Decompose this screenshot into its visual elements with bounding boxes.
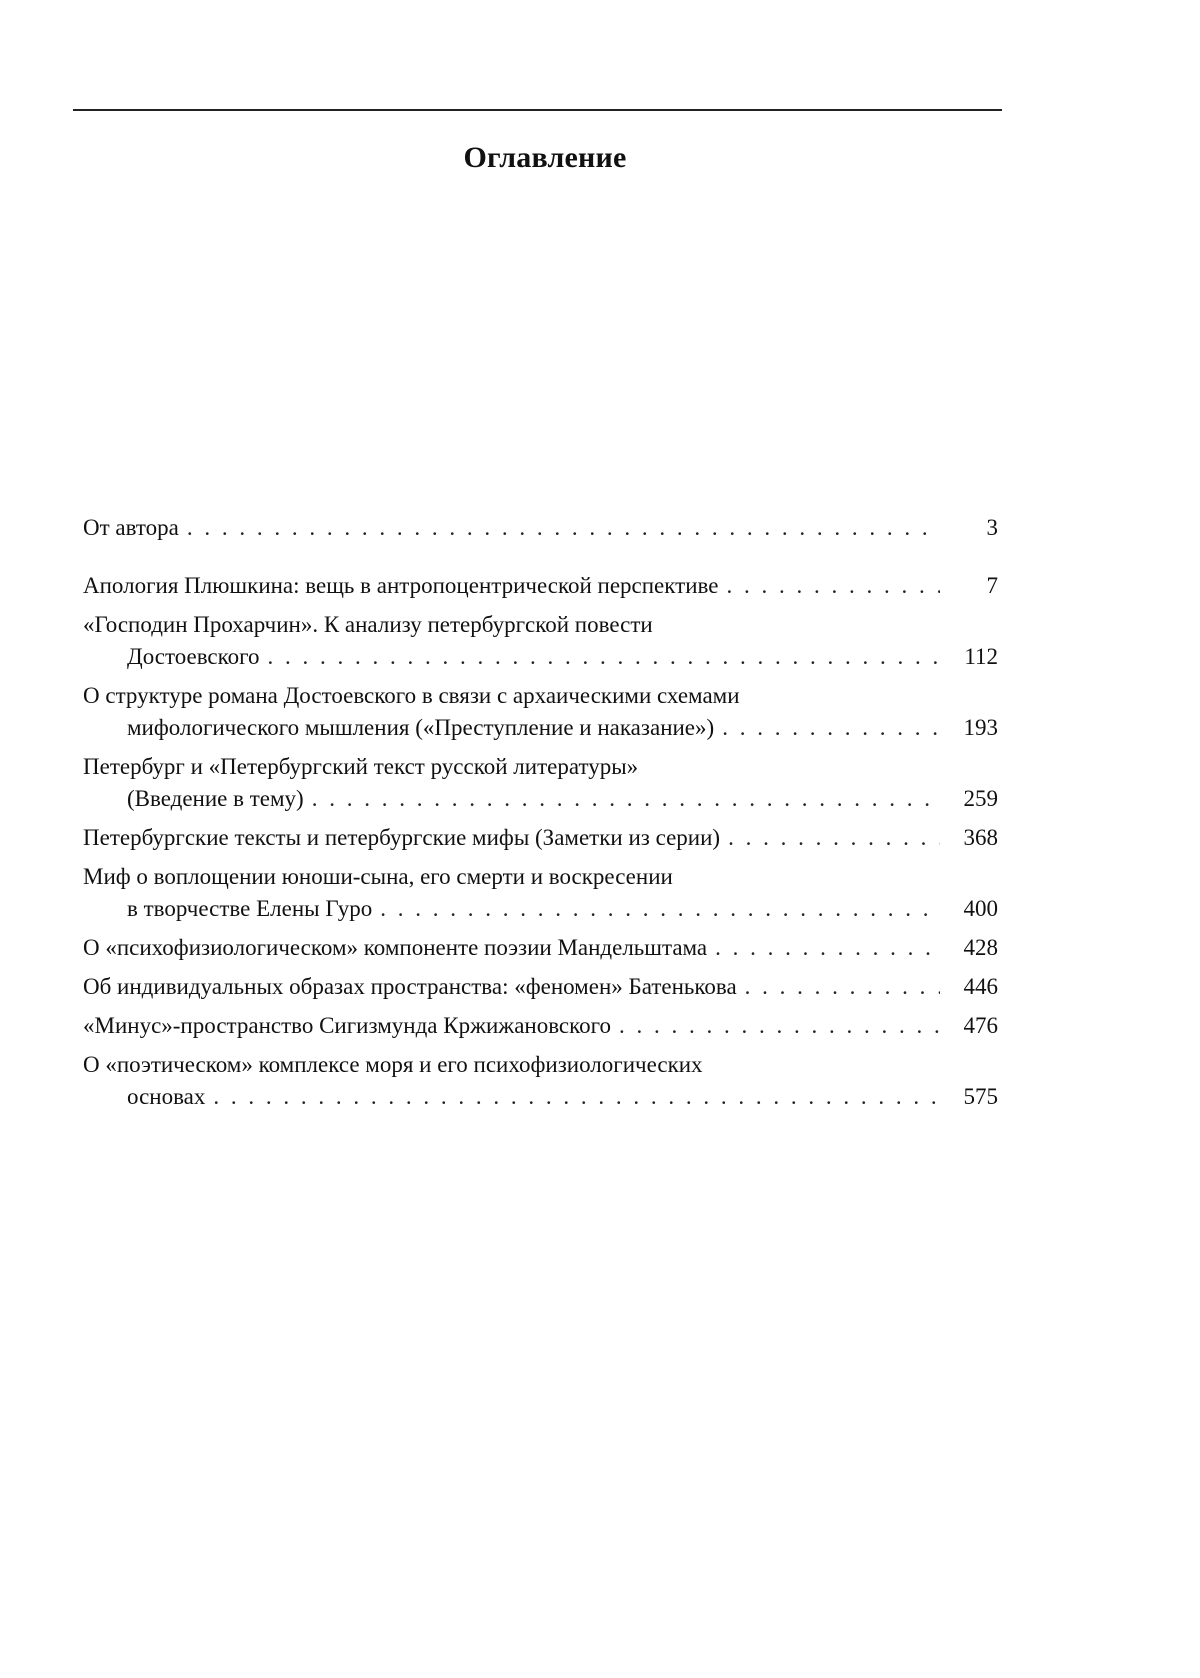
dot-leader xyxy=(726,570,940,602)
toc-entry xyxy=(83,1010,998,1042)
toc-entry-title-continued: (Введение в тему) xyxy=(127,786,304,811)
toc-entry-title-continued: основах xyxy=(127,1084,206,1109)
toc-entry xyxy=(83,1049,998,1113)
toc-entry xyxy=(83,570,998,602)
toc-page-number: 112 xyxy=(964,644,998,669)
toc-entry-title: О «поэтическом» комплексе моря и его психофизиологических xyxy=(83,1052,703,1077)
dot-leader xyxy=(380,893,940,925)
toc-entry-title: Апология Плюшкина: вещь в антропоцентрической перспективе xyxy=(83,573,719,598)
dot-leader xyxy=(619,1010,940,1042)
toc-entry-title: Петербург и «Петербургский текст русской литературы» xyxy=(83,754,639,779)
toc-page-number: 193 xyxy=(963,715,998,740)
toc-page-number: 7 xyxy=(986,573,998,598)
dot-leader xyxy=(722,712,940,744)
toc-entry-title: От автора xyxy=(83,515,179,540)
dot-leader xyxy=(312,783,940,815)
toc-entry-title: Об индивидуальных образах пространства: «феномен» Батенькова xyxy=(83,974,737,999)
toc-page-number: 428 xyxy=(963,935,998,960)
toc-entry-title-continued: Достоевского xyxy=(127,644,260,669)
toc-entry xyxy=(83,680,998,744)
toc-entry xyxy=(83,751,998,815)
page-title: Оглавление xyxy=(463,141,627,174)
top-rule xyxy=(73,109,1002,111)
toc-page-number: 476 xyxy=(963,1013,998,1038)
toc-entry xyxy=(83,861,998,925)
toc-entry xyxy=(83,512,998,544)
dot-leader xyxy=(213,1081,940,1113)
toc-page-number: 368 xyxy=(963,825,998,850)
toc-entry xyxy=(83,932,998,964)
toc-entry-title: О «психофизиологическом» компоненте поэзии Мандельштама xyxy=(83,935,708,960)
toc-entry xyxy=(83,609,998,673)
toc-entry xyxy=(83,971,998,1003)
dot-leader xyxy=(715,932,940,964)
table-of-contents xyxy=(83,512,998,1120)
dot-leader xyxy=(728,822,940,854)
toc-entry-title-continued: мифологического мышления («Преступление и наказание») xyxy=(127,715,715,740)
dot-leader xyxy=(187,512,940,544)
toc-page-number: 575 xyxy=(963,1084,998,1109)
toc-entry xyxy=(83,822,998,854)
toc-page-number: 446 xyxy=(963,974,998,999)
toc-page-number: 400 xyxy=(963,896,998,921)
toc-entry-title: Миф о воплощении юноши-сына, его смерти и воскресении xyxy=(83,864,673,889)
toc-entry-title: Петербургские тексты и петербургские мифы (Заметки из серии) xyxy=(83,825,721,850)
toc-page-number: 259 xyxy=(963,786,998,811)
dot-leader xyxy=(745,971,940,1003)
toc-entry-title: О структуре романа Достоевского в связи с архаическими схемами xyxy=(83,683,740,708)
toc-entry-title: «Господин Прохарчин». К анализу петербургской повести xyxy=(83,612,653,637)
toc-entry-title: «Минус»-пространство Сигизмунда Кржижановского xyxy=(83,1013,612,1038)
toc-entry-title-continued: в творчестве Елены Гуро xyxy=(127,896,373,921)
toc-page-number: 3 xyxy=(986,515,998,540)
dot-leader xyxy=(268,641,940,673)
